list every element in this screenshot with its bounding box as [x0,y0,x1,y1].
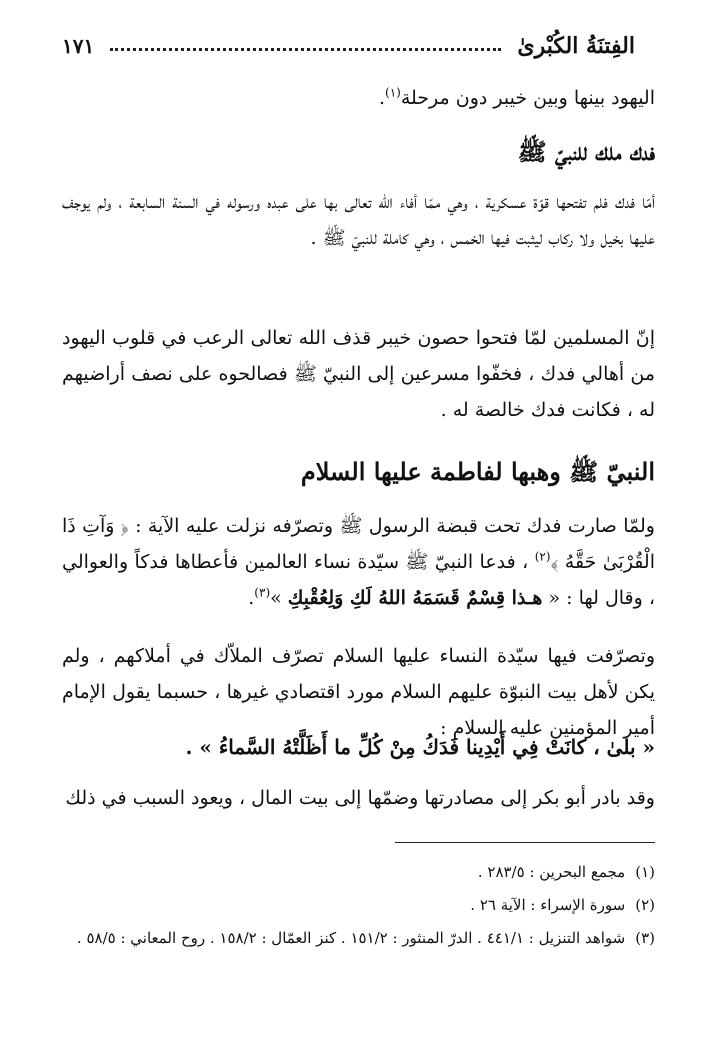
paragraph-verse-c: » [270,587,282,609]
section-heading-gift: النبيّ ﷺ وهبها لفاطمة عليها السلام [300,457,655,486]
opening-line [62,80,655,116]
prophet-saying: هـذا قِسْمٌ قَسَمَهُ اللهُ لَكِ وَلِعُقْبِكِ [287,587,543,609]
footnote-separator [395,842,655,843]
footnote-ref-2: (٢) [534,549,551,564]
paragraph-verse [62,508,655,616]
paragraph-fadak-status: أمّا فدك فلم تفتحها قوّة عسكرية ، وهي ممّا أفاء الله تعالى بها على عبده ورسوله في السنة السابعة ، ولم يوجف عليها بخيل ولا ركاب ليثبت فيها الخمس ، وهي كاملة للنبيّ ﷺ . [62,191,655,249]
footnote-number: (١) [635,863,655,881]
dot-leader [110,48,501,51]
footnotes [62,856,655,955]
paragraph-confiscation: وقد بادر أبو بكر إلى مصادرتها وضمّها إلى بيت المال ، ويعود السبب في ذلك [65,787,655,809]
footnote-1 [62,856,655,889]
imam-quote: « بلىٰ ، كانَتْ فِي أَيْدِينا فَدَكُ مِنْ كُلِّ ما أَظَلَّتْهُ السَّماءُ » . [185,735,655,759]
footnote-text: سورة الإسراء : الآية ٢٦ . [470,896,626,914]
footnote-text: شواهد التنزيل : ٤٤١/١ . الدرّ المنثور : ١٥١/٢ . كنز العمّال : ١٥٨/٢ . روح المعاني : ٥٨/٥ . [76,929,626,947]
footnote-number: (٣) [635,929,655,947]
footnote-2 [62,889,655,922]
opening-line-text: اليهود بينها وبين خيبر دون مرحلة [400,87,655,109]
footnote-text: مجمع البحرين : ٢٨٣/٥ . [477,863,626,881]
paragraph-verse-end: . [248,587,255,609]
footnote-3 [62,922,655,955]
paragraph-verse-b: ، فدعا النبيّ ﷺ سيّدة نساء العالمين فأعطاها فدكاً والعوالي ، وقال لها : « [62,551,655,609]
paragraph-verse-a: ولمّا صارت فدك تحت قبضة الرسول ﷺ وتصرّفه نزلت عليه الآية : ﴿ وَآتِ ذَا الْقُرْبَىٰ حَقَّهُ ﴾ [62,515,655,573]
page-number: ١٧١ [62,34,95,58]
opening-line-end: . [378,87,385,109]
footnote-ref-1: (١) [385,85,401,100]
footnote-ref-3: (٣) [254,585,271,600]
footnote-number: (٢) [635,896,655,914]
running-title: الفِتنَةُ الكُبْرىٰ [517,33,635,59]
paragraph-khaybar: إنّ المسلمين لمّا فتحوا حصون خيبر قذف الله تعالى الرعب في قلوب اليهود من أهالي فدك ، فخفّوا مسرعين إلى النبيّ ﷺ فصالحوه على نصف أراضيهم له ، فكانت فدك خالصة له . [62,327,655,421]
section-heading-fadak: فدك ملك للنبيّ ﷺ [517,137,655,166]
page-header [62,28,635,64]
paragraph-ownership: وتصرّفت فيها سيّدة النساء عليها السلام تصرّف الملاّك في أملاكهم ، ولم يكن لأهل بيت النبوّة عليهم السلام مورد اقتصادي غيرها ، حسبما يقول الإمام أمير المؤمنين عليه السلام : [62,645,655,739]
